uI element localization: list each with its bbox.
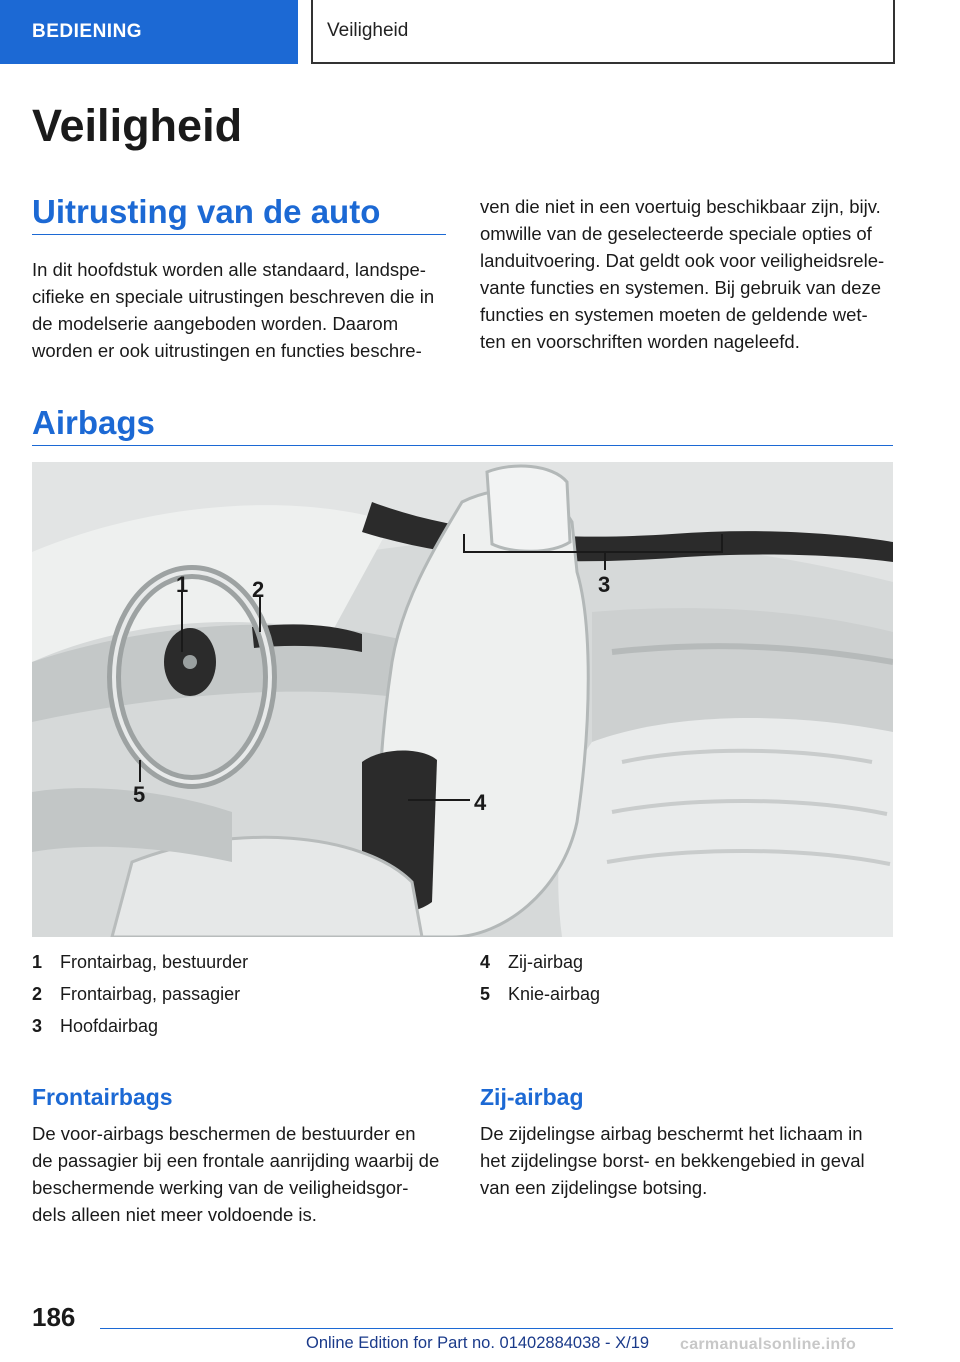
- legend-item: [32, 1010, 248, 1042]
- zijairbag-heading: Zij-airbag: [480, 1084, 584, 1110]
- legend-item: [32, 978, 248, 1010]
- text-line: beschermende werking van de veiligheidsgor-: [32, 1177, 409, 1198]
- legend-label: Frontairbag, bestuurder: [60, 951, 249, 972]
- legend-item: [32, 946, 248, 978]
- callout-2: 2: [252, 577, 265, 602]
- edition-text: Online Edition for Part no. 01402884038 - X/19: [306, 1334, 650, 1352]
- legend-number: 3: [32, 1015, 43, 1036]
- equipment-paragraph-left: [32, 256, 446, 364]
- callout-3: 3: [598, 572, 611, 597]
- text-line: dels alleen niet meer voldoende is.: [32, 1204, 317, 1225]
- legend-item: [480, 978, 600, 1010]
- legend-number: 1: [32, 951, 43, 972]
- legend-number: 5: [480, 983, 491, 1004]
- page-number: 186: [32, 1302, 76, 1332]
- text-line: De zijdelingse airbag beschermt het lichaam in: [480, 1123, 863, 1144]
- legend-label: Hoofdairbag: [60, 1015, 159, 1036]
- text-line: de modelserie aangeboden worden. Daarom: [32, 313, 399, 334]
- airbags-heading-rule: [32, 445, 893, 446]
- text-line: de passagier bij een frontale aanrijding waarbij de: [32, 1150, 440, 1171]
- callout-1: 1: [176, 572, 189, 597]
- text-line: van een zijdelingse botsing.: [480, 1177, 708, 1198]
- callout-4: 4: [474, 790, 487, 815]
- footer-rule: [100, 1328, 893, 1329]
- legend-label: Zij-airbag: [508, 951, 584, 972]
- airbag-illustration: [32, 462, 893, 937]
- frontairbags-heading: Frontairbags: [32, 1084, 173, 1110]
- frontairbags-paragraph: [32, 1120, 446, 1228]
- equipment-paragraph-right: [480, 193, 893, 355]
- text-line: vante functies en systemen. Bij gebruik van deze: [480, 277, 882, 298]
- text-line: ven die niet in een voertuig beschikbaar zijn, bijv.: [480, 196, 881, 217]
- callout-5: 5: [133, 782, 146, 807]
- equipment-heading-rule: [32, 234, 446, 235]
- section-tab: BEDIENING: [0, 0, 298, 64]
- legend-item: [480, 946, 600, 978]
- text-line: worden er ook uitrustingen en functies beschre-: [32, 340, 422, 361]
- text-line: cifieke en speciale uitrustingen beschreven die in: [32, 286, 435, 307]
- watermark-text: carmanualsonline.info: [680, 1336, 857, 1353]
- equipment-heading: Uitrusting van de auto: [32, 193, 381, 230]
- text-line: het zijdelingse borst- en bekkengebied in geval: [480, 1150, 865, 1171]
- legend-right: [480, 946, 600, 1010]
- legend-label: Knie-airbag: [508, 983, 601, 1004]
- page-title: Veiligheid: [32, 100, 243, 151]
- text-line: De voor-airbags beschermen de bestuurder en: [32, 1123, 416, 1144]
- legend-left: [32, 946, 248, 1042]
- text-line: landuitvoering. Dat geldt ook voor veiligheidsrele-: [480, 250, 885, 271]
- legend-number: 2: [32, 983, 43, 1004]
- legend-label: Frontairbag, passagier: [60, 983, 241, 1004]
- chapter-tab: Veiligheid: [311, 0, 895, 64]
- airbags-heading: Airbags: [32, 404, 155, 441]
- text-line: ten en voorschriften worden nageleefd.: [480, 331, 800, 352]
- text-line: functies en systemen moeten de geldende wet-: [480, 304, 868, 325]
- zijairbag-paragraph: [480, 1120, 893, 1201]
- text-line: In dit hoofdstuk worden alle standaard, landspe-: [32, 259, 426, 280]
- legend-number: 4: [480, 951, 491, 972]
- text-line: omwille van de geselecteerde speciale opties of: [480, 223, 872, 244]
